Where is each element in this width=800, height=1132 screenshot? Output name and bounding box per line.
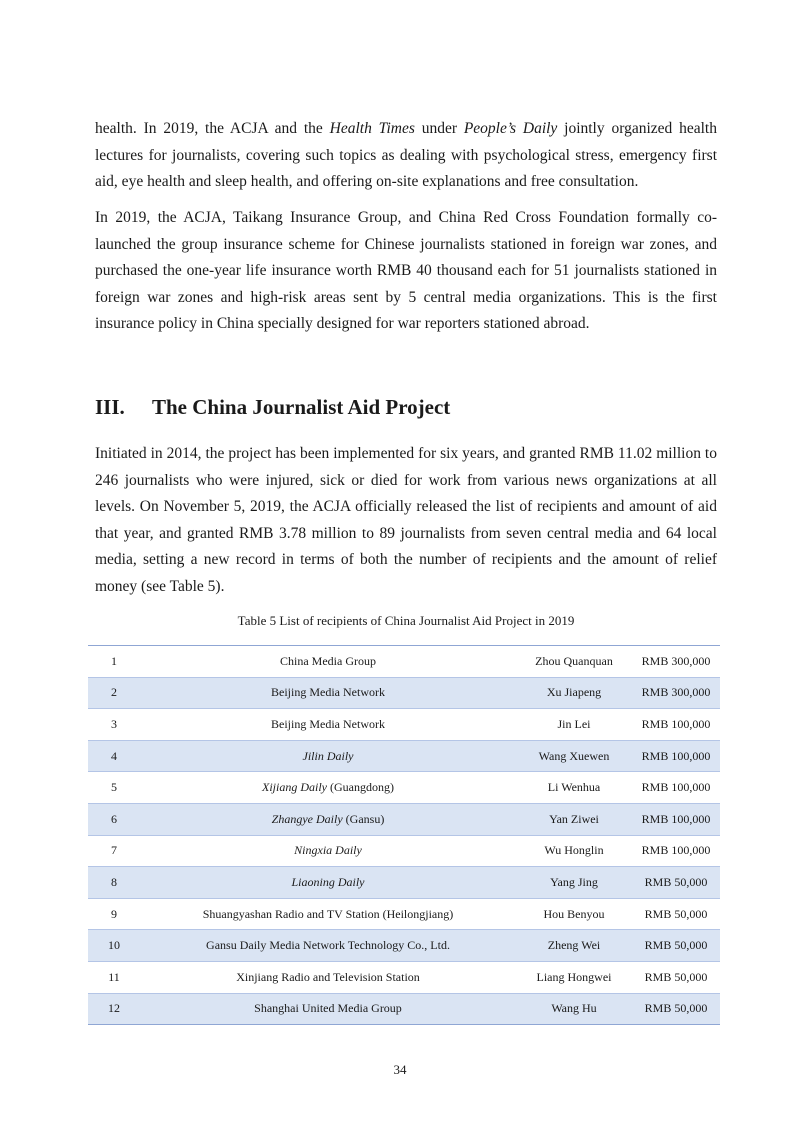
row-number: 7 xyxy=(88,835,140,867)
section-heading xyxy=(95,392,450,422)
aid-amount: RMB 50,000 xyxy=(632,993,720,1025)
organization: Liaoning Daily xyxy=(140,867,516,899)
aid-amount: RMB 100,000 xyxy=(632,709,720,741)
table-row xyxy=(88,930,720,962)
organization: Xijiang Daily (Guangdong) xyxy=(140,772,516,804)
table-row xyxy=(88,772,720,804)
organization: Xinjiang Radio and Television Station xyxy=(140,961,516,993)
row-number: 12 xyxy=(88,993,140,1025)
recipients-table-body xyxy=(88,646,720,1025)
table-row xyxy=(88,867,720,899)
recipient-name: Yang Jing xyxy=(516,867,632,899)
table-row xyxy=(88,993,720,1025)
aid-amount: RMB 50,000 xyxy=(632,898,720,930)
row-number: 6 xyxy=(88,803,140,835)
table-row xyxy=(88,740,720,772)
section-number: III. xyxy=(95,395,125,419)
row-number: 9 xyxy=(88,898,140,930)
table-row xyxy=(88,898,720,930)
organization: Shanghai United Media Group xyxy=(140,993,516,1025)
recipient-name: Liang Hongwei xyxy=(516,961,632,993)
table-row xyxy=(88,961,720,993)
recipient-name: Yan Ziwei xyxy=(516,803,632,835)
organization: Beijing Media Network xyxy=(140,709,516,741)
recipient-name: Li Wenhua xyxy=(516,772,632,804)
organization: Ningxia Daily xyxy=(140,835,516,867)
organization: Jilin Daily xyxy=(140,740,516,772)
row-number: 1 xyxy=(88,646,140,678)
paragraph-aid-project: Initiated in 2014, the project has been implemented for six years, and granted RMB 11.02 million to 246 journalists who were injured, sick or died for work from various news organizations at all levels. On November 5, 2019, the ACJA officially released the list of recipients and amount of aid that year, and granted RMB 3.78 million to 89 journalists from seven central media and 64 local media, setting a new record in terms of both the number of recipients and the amount of relief money (see Table 5). xyxy=(95,445,717,595)
aid-amount: RMB 300,000 xyxy=(632,646,720,678)
recipient-name: Wu Honglin xyxy=(516,835,632,867)
aid-amount: RMB 300,000 xyxy=(632,677,720,709)
organization: Beijing Media Network xyxy=(140,677,516,709)
recipient-name: Hou Benyou xyxy=(516,898,632,930)
table-row xyxy=(88,803,720,835)
page-number: 34 xyxy=(393,1062,407,1077)
table-row xyxy=(88,709,720,741)
table-row xyxy=(88,646,720,678)
recipient-name: Wang Hu xyxy=(516,993,632,1025)
row-number: 10 xyxy=(88,930,140,962)
recipient-name: Jin Lei xyxy=(516,709,632,741)
row-number: 3 xyxy=(88,709,140,741)
row-number: 5 xyxy=(88,772,140,804)
table-row xyxy=(88,677,720,709)
organization: Shuangyashan Radio and TV Station (Heilongjiang) xyxy=(140,898,516,930)
recipient-name: Zhou Quanquan xyxy=(516,646,632,678)
aid-amount: RMB 100,000 xyxy=(632,740,720,772)
aid-amount: RMB 50,000 xyxy=(632,867,720,899)
paragraph-insurance-scheme: In 2019, the ACJA, Taikang Insurance Group, and China Red Cross Foundation formally co-launched the group insurance scheme for Chinese journalists stationed in foreign war zones, and purchased the one-year life insurance worth RMB 40 thousand each for 51 journalists stationed in foreign war zones and high-risk areas sent by 5 central media organizations. This is the first insurance policy in China specially designed for war reporters stationed abroad. xyxy=(95,209,717,332)
row-number: 11 xyxy=(88,961,140,993)
row-number: 4 xyxy=(88,740,140,772)
organization: Gansu Daily Media Network Technology Co., Ltd. xyxy=(140,930,516,962)
aid-amount: RMB 100,000 xyxy=(632,835,720,867)
recipient-name: Zheng Wei xyxy=(516,930,632,962)
aid-amount: RMB 100,000 xyxy=(632,772,720,804)
row-number: 2 xyxy=(88,677,140,709)
organization: Zhangye Daily (Gansu) xyxy=(140,803,516,835)
aid-amount: RMB 50,000 xyxy=(632,961,720,993)
recipients-table xyxy=(88,645,720,1025)
row-number: 8 xyxy=(88,867,140,899)
recipient-name: Wang Xuewen xyxy=(516,740,632,772)
table-caption: Table 5 List of recipients of China Journalist Aid Project in 2019 xyxy=(237,613,575,628)
aid-amount: RMB 50,000 xyxy=(632,930,720,962)
section-title: The China Journalist Aid Project xyxy=(152,395,451,419)
aid-amount: RMB 100,000 xyxy=(632,803,720,835)
organization: China Media Group xyxy=(140,646,516,678)
recipient-name: Xu Jiapeng xyxy=(516,677,632,709)
table-row xyxy=(88,835,720,867)
paragraph-health-lectures: health. In 2019, the ACJA and the Health Times under People’s Daily jointly organized health lectures for journalists, covering such topics as dealing with psychological stress, emergency first aid, eye health and sleep health, and offering on-site explanations and free consultation. xyxy=(95,120,717,190)
